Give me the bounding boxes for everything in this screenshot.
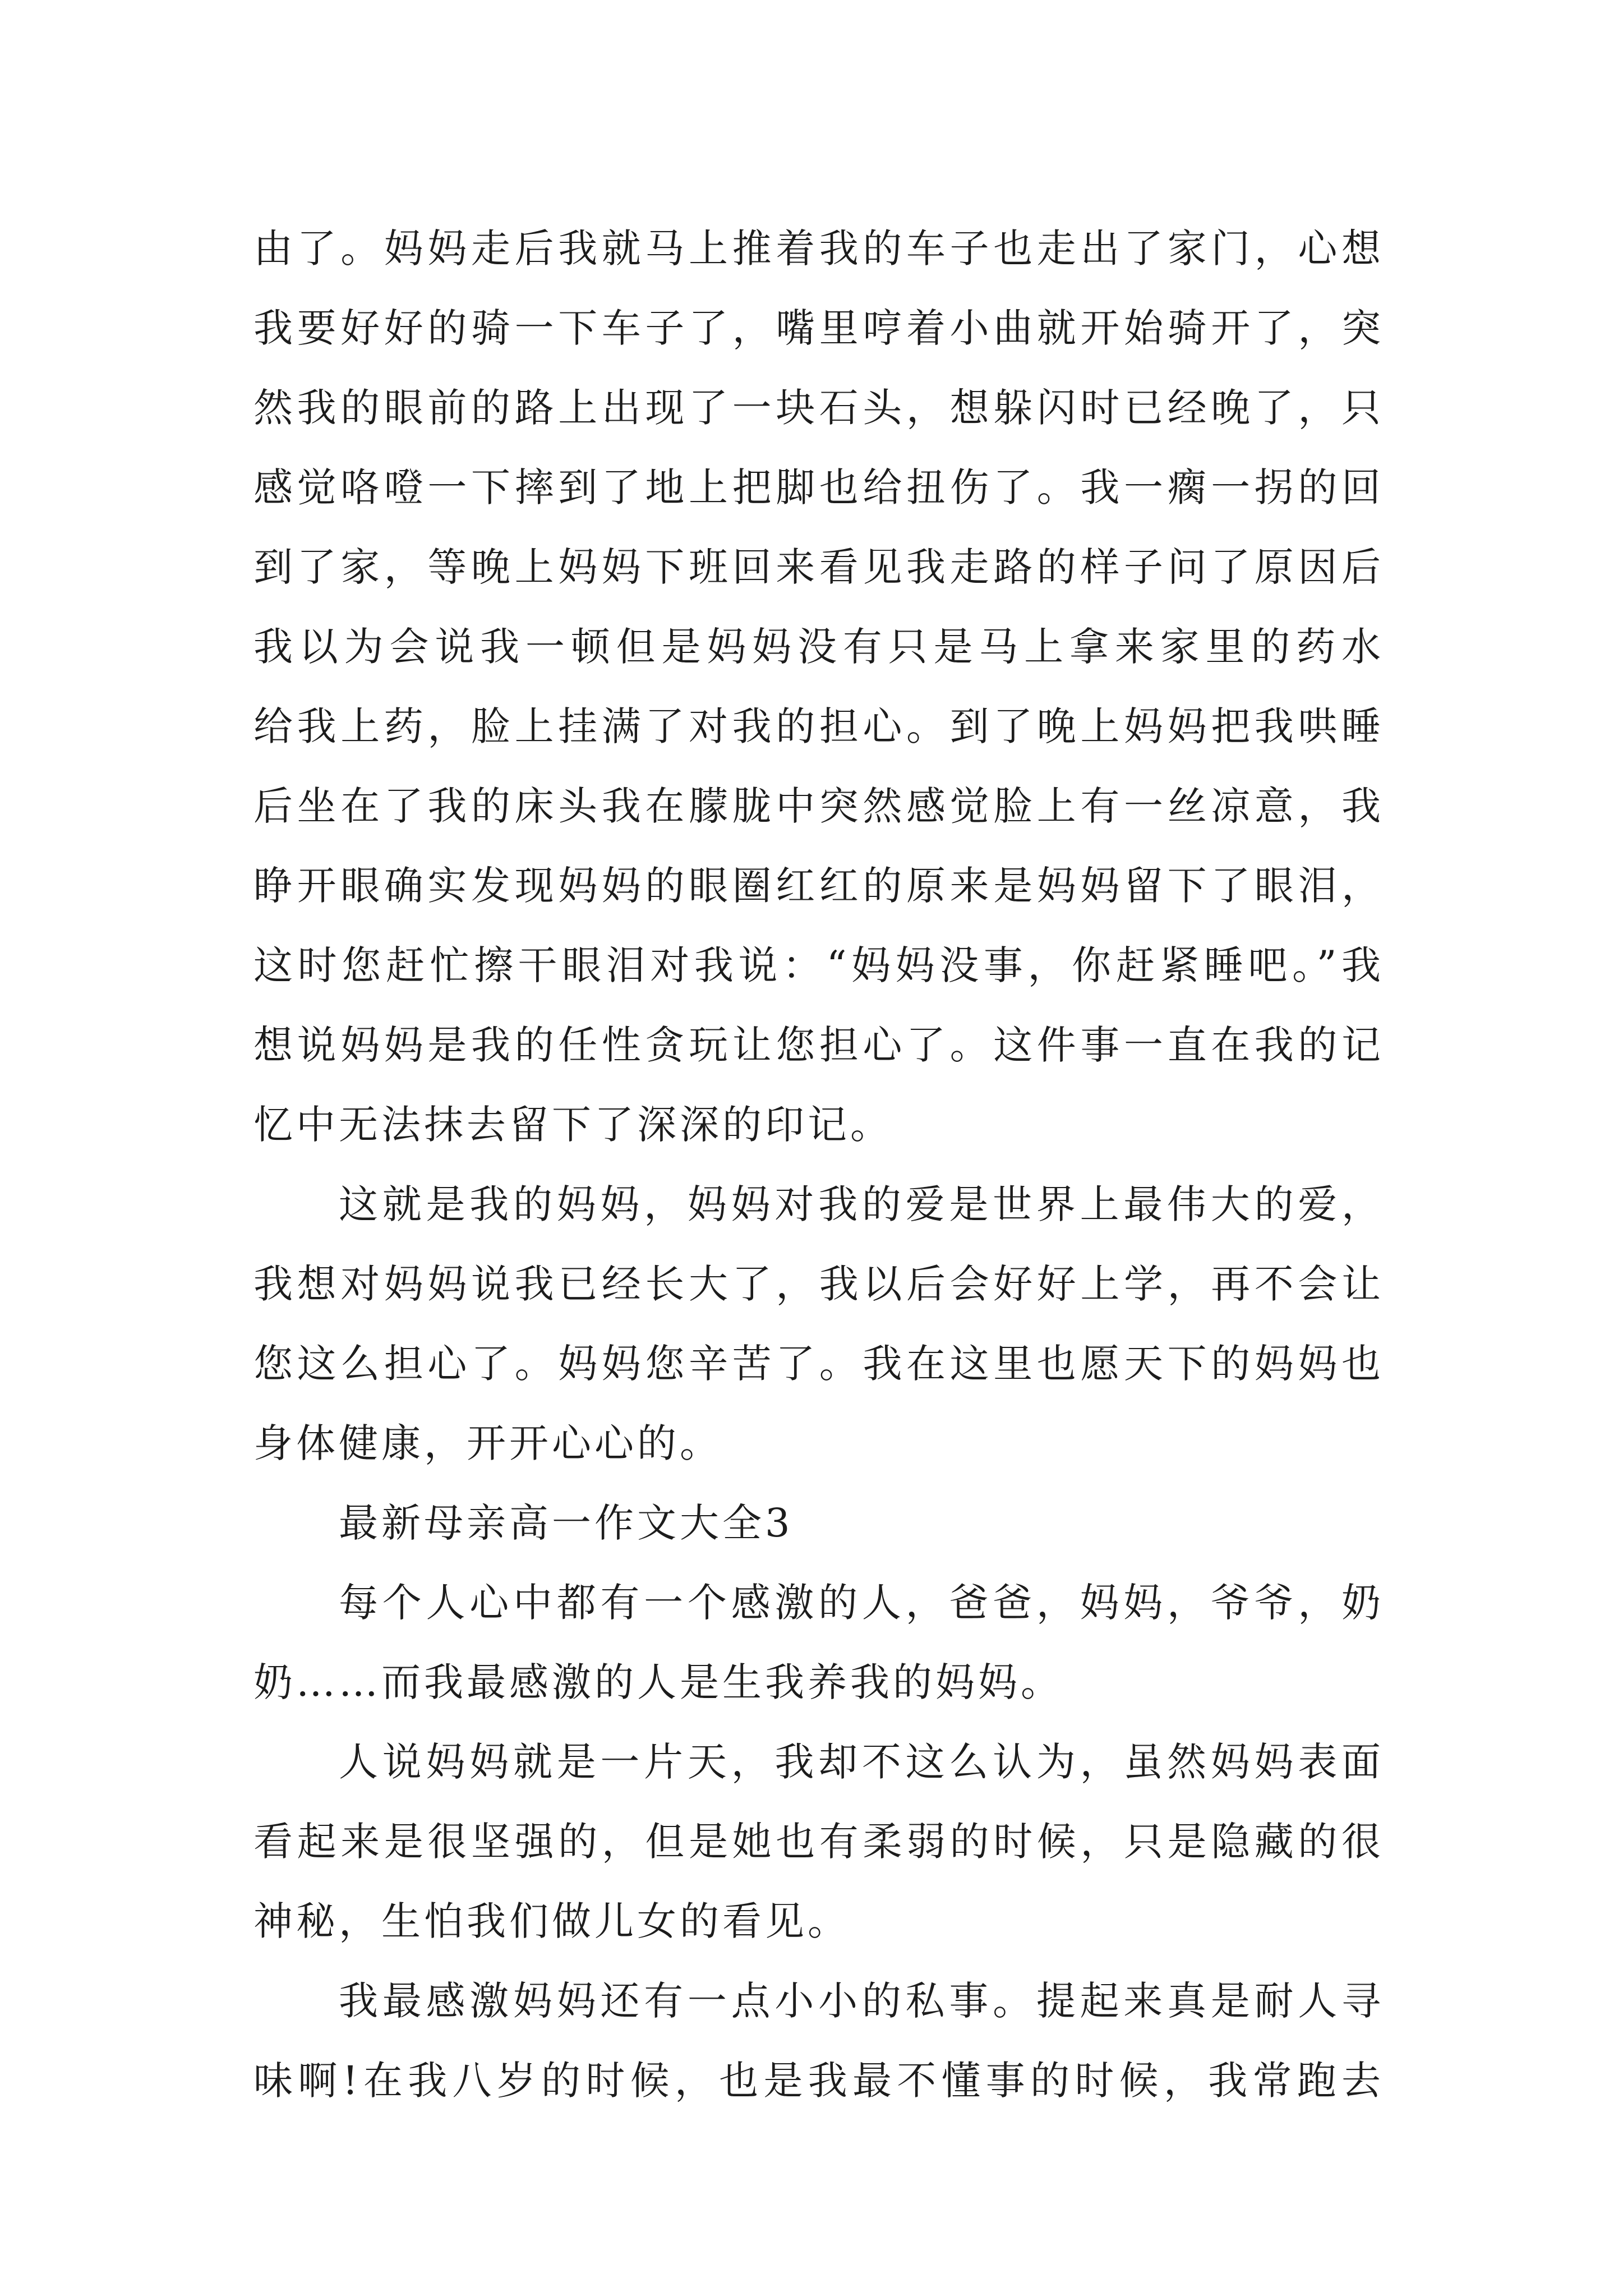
- essay-body: [253, 209, 1381, 2120]
- text-line: 我要好好的骑一下车子了，嘴里哼着小曲就开始骑开了，突: [253, 305, 1381, 351]
- text-line: 您这么担心了。妈妈您辛苦了。我在这里也愿天下的妈妈也: [253, 1341, 1381, 1387]
- text-line: 睁开眼确实发现妈妈的眼圈红红的原来是妈妈留下了眼泪，: [253, 863, 1381, 909]
- text-line: 人说妈妈就是一片天，我却不这么认为，虽然妈妈表面: [339, 1739, 1381, 1785]
- text-line: 到了家，等晚上妈妈下班回来看见我走路的样子问了原因后: [253, 544, 1381, 590]
- text-line: 给我上药，脸上挂满了对我的担心。到了晚上妈妈把我哄睡: [253, 703, 1381, 749]
- section-heading: 最新母亲高一作文大全3: [339, 1500, 794, 1546]
- text-line: 这就是我的妈妈，妈妈对我的爱是世界上最伟大的爱，: [339, 1181, 1381, 1227]
- text-line: 然我的眼前的路上出现了一块石头，想躲闪时已经晚了，只: [253, 385, 1381, 431]
- text-line: 后坐在了我的床头我在朦胧中突然感觉脸上有一丝凉意，我: [253, 783, 1381, 829]
- text-line: 忆中无法抹去留下了深深的印记。: [253, 1102, 893, 1148]
- text-line: 味啊!在我八岁的时候，也是我最不懂事的时候，我常跑去: [253, 2058, 1381, 2104]
- text-line: 感觉咯噔一下摔到了地上把脚也给扭伤了。我一瘸一拐的回: [253, 464, 1381, 510]
- text-line: 每个人心中都有一个感激的人，爸爸，妈妈，爷爷，奶: [339, 1580, 1381, 1626]
- text-line: 由了。妈妈走后我就马上推着我的车子也走出了家门，心想: [253, 226, 1381, 272]
- text-line: 我最感激妈妈还有一点小小的私事。提起来真是耐人寻: [339, 1978, 1381, 2024]
- text-line: 看起来是很坚强的，但是她也有柔弱的时候，只是隐藏的很: [253, 1819, 1381, 1865]
- text-line: 奶……而我最感激的人是生我养我的妈妈。: [253, 1659, 1063, 1705]
- text-line: 想说妈妈是我的任性贪玩让您担心了。这件事一直在我的记: [253, 1022, 1381, 1068]
- text-line: 我想对妈妈说我已经长大了，我以后会好好上学，再不会让: [253, 1261, 1381, 1307]
- text-line: 这时您赶忙擦干眼泪对我说：“妈妈没事，你赶紧睡吧。”我: [253, 942, 1381, 988]
- text-line: 我以为会说我一顿但是妈妈没有只是马上拿来家里的药水: [253, 624, 1381, 670]
- text-line: 身体健康，开开心心的。: [253, 1420, 722, 1466]
- text-line: 神秘，生怕我们做儿女的看见。: [253, 1898, 850, 1944]
